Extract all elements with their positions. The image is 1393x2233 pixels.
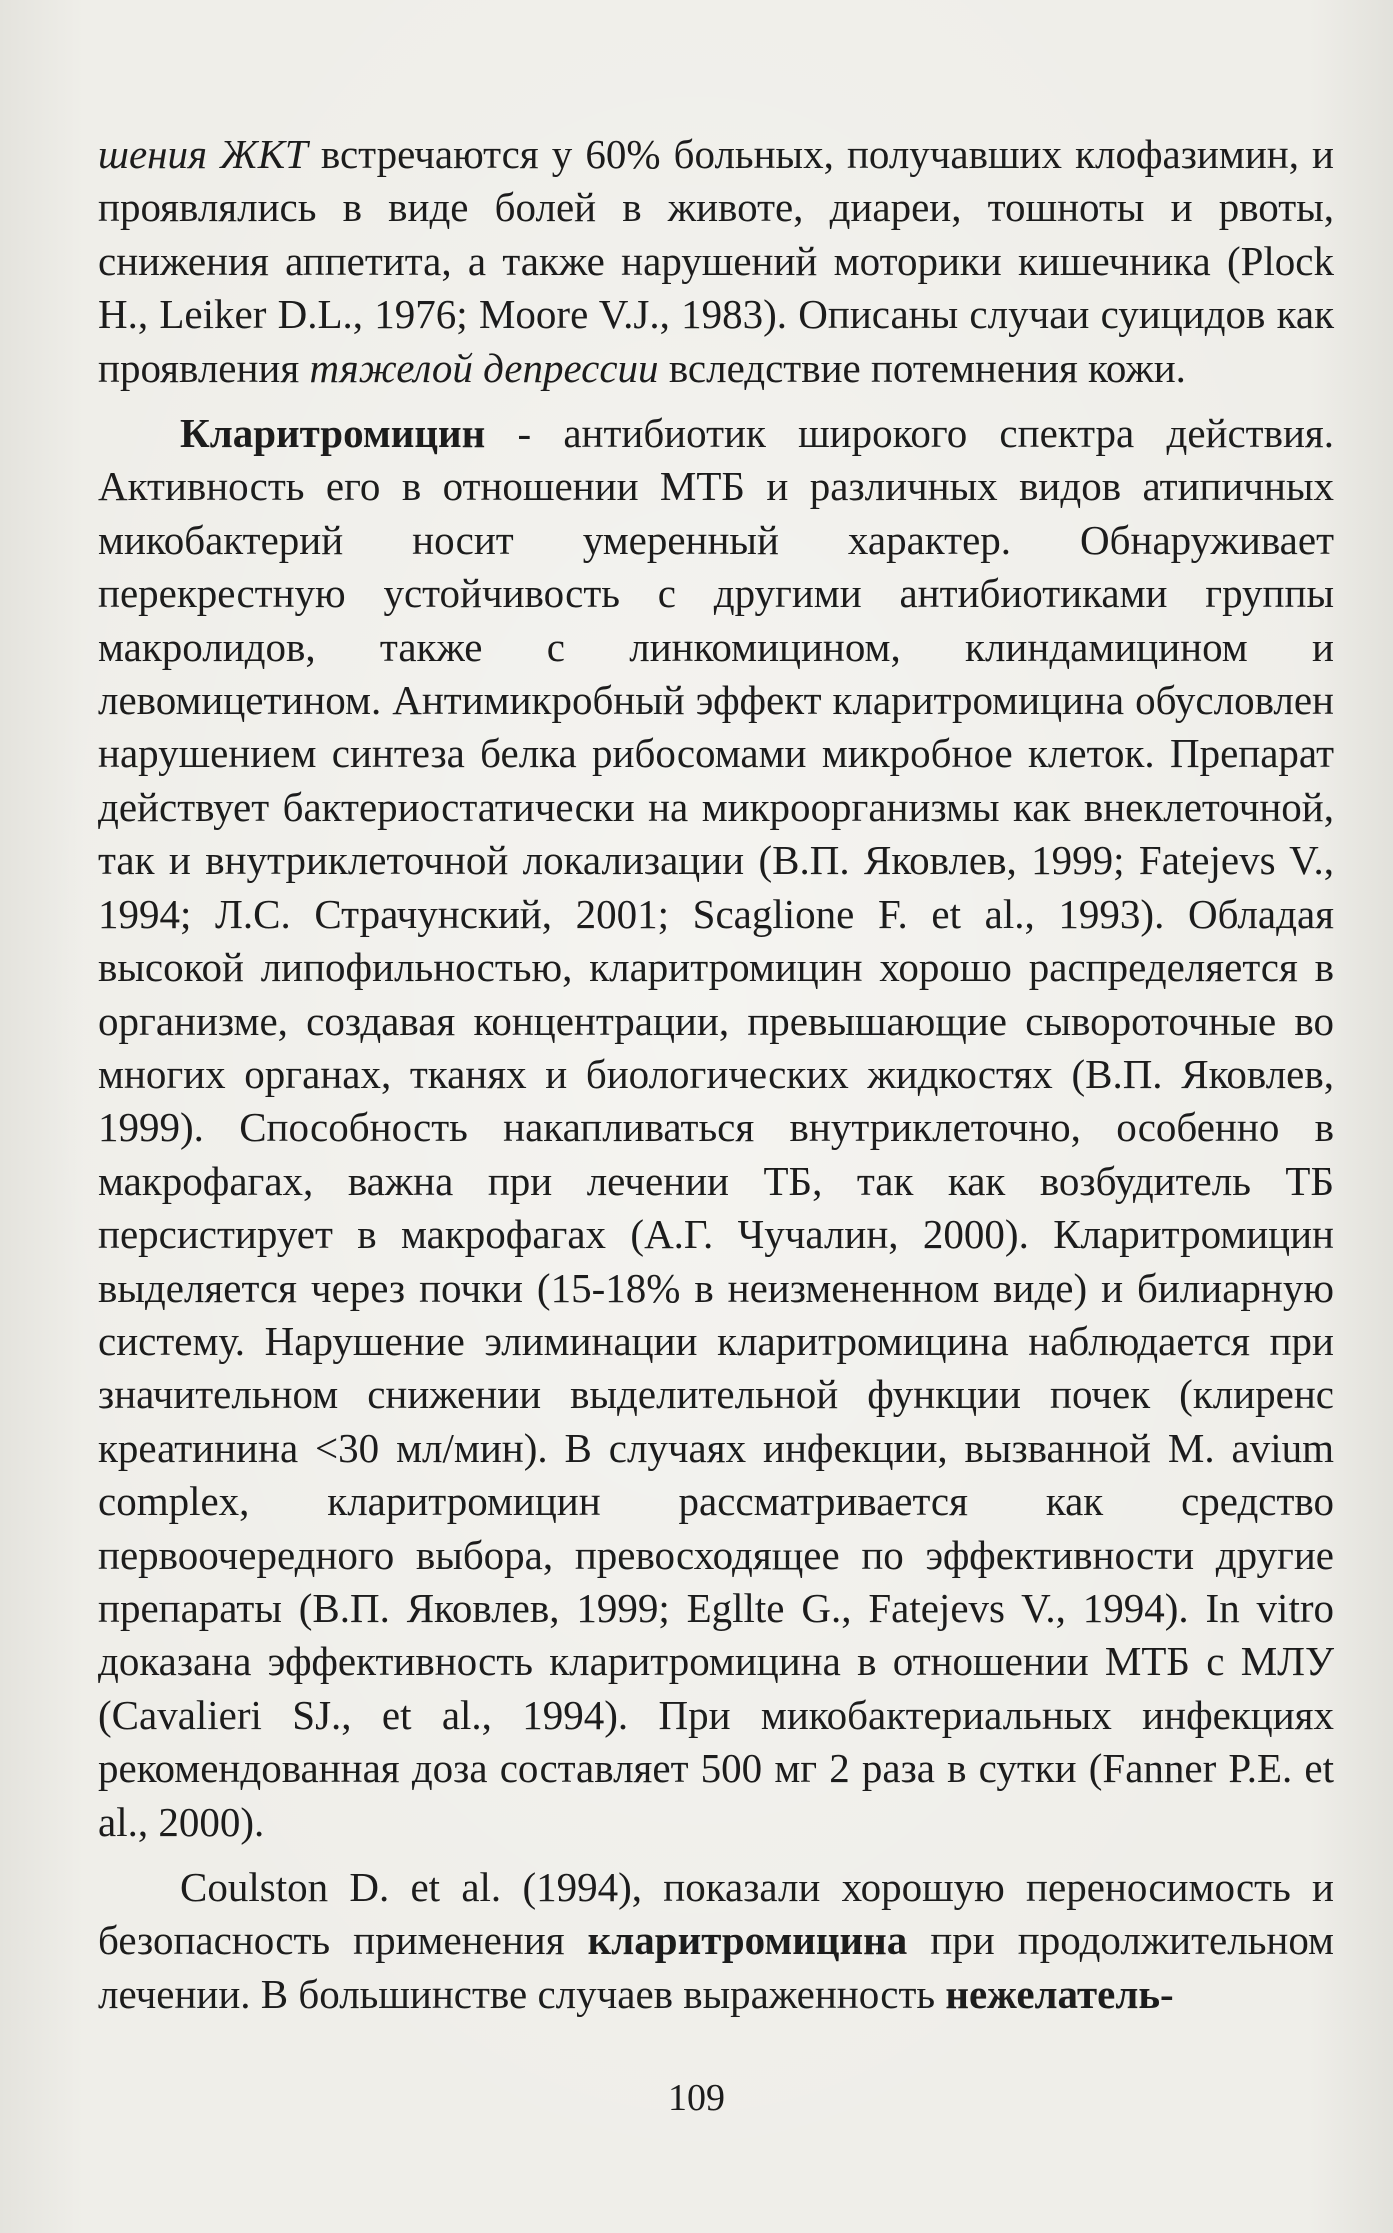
bold-term-undesirable: нежелатель- (945, 1970, 1174, 2017)
paragraph-coulston (98, 1861, 1334, 2021)
bold-term-clarithromycin: кларитромицина (587, 1917, 908, 1964)
paragraph-text: вследствие потемнения кожи. (658, 344, 1186, 391)
paragraph-text: встречаются у 60% больных, получавших клофазимин, и проявлялись в виде болей в животе, диареи, тошноты и рвоты, снижения аппетита, а также нарушений моторики кишечника (Plock H., Leiker D.L., 1976; Moore V.J., 1983). Описаны случаи суицидов как проявления (98, 131, 1334, 391)
italic-term-severe-depression: тяжелой депрессии (309, 344, 659, 391)
bold-term-clarithromycin: Кларитромицин (180, 410, 486, 457)
page-number: 109 (668, 2077, 725, 2119)
paragraph-clarithromycin (98, 407, 1334, 1849)
paragraph-text: - антибиотик широкого спектра действия. Активность его в отношении МТБ и различных видов атипичных микобактерий носит умеренный характер. Обнаруживает перекрестную устойчивость с другими антибиотиками группы макролидов, также с линкомицином, клиндамицином и левомицетином. Антимикробный эффект кларитромицина обусловлен нарушением синтеза белка рибосомами микробное клеток. Препарат действует бактериостатически на микроорганизмы как внеклеточной, так и внутриклеточной локализации (В.П. Яковлев, 1999; Fatejevs V., 1994; Л.С. Страчунский, 2001; Scaglione F. et al., 1993). Обладая высокой липофильностью, кларитромицин хорошо распределяется в организме, создавая концентрации, превышающие сывороточные во многих органах, тканях и биологических жидкостях (В.П. Яковлев, 1999). Способность накапливаться внутриклеточно, особенно в макрофагах, важна при лечении ТБ, так как возбудитель ТБ персистирует в макрофагах (А.Г. Чучалин, 2000). Кларитромицин выделяется через почки (15-18% в неизмененном виде) и билиарную систему. Нарушение элиминации кларитромицина наблюдается при значительном снижении выделительной функции почек (клиренс креатинина <30 мл/мин). В случаях инфекции, вызванной M. avium complex, кларитромицин рассматривается как средство первоочередного выбора, превосходящее по эффективности другие препараты (В.П. Яковлев, 1999; Egllte G., Fatejevs V., 1994). In vitro доказана эффективность кларитромицина в отношении МТБ с МЛУ (Cavalieri SJ., et al., 1994). При микобактериальных инфекциях рекомендованная доза составляет 500 мг 2 раза в сутки (Fanner P.E. et al., 2000). (98, 410, 1334, 1845)
italic-term-gi-tract: шения ЖКТ (98, 131, 308, 177)
paragraph-side-effects-continued (98, 128, 1334, 395)
paragraph-text: Coulston D. et al. (1994), показали хорошую переносимость и безопасность применения (98, 1864, 1334, 1964)
body-text (98, 128, 1334, 2021)
paragraph-text: при продолжительном лечении. В большинстве случаев выраженность (98, 1917, 1334, 2017)
